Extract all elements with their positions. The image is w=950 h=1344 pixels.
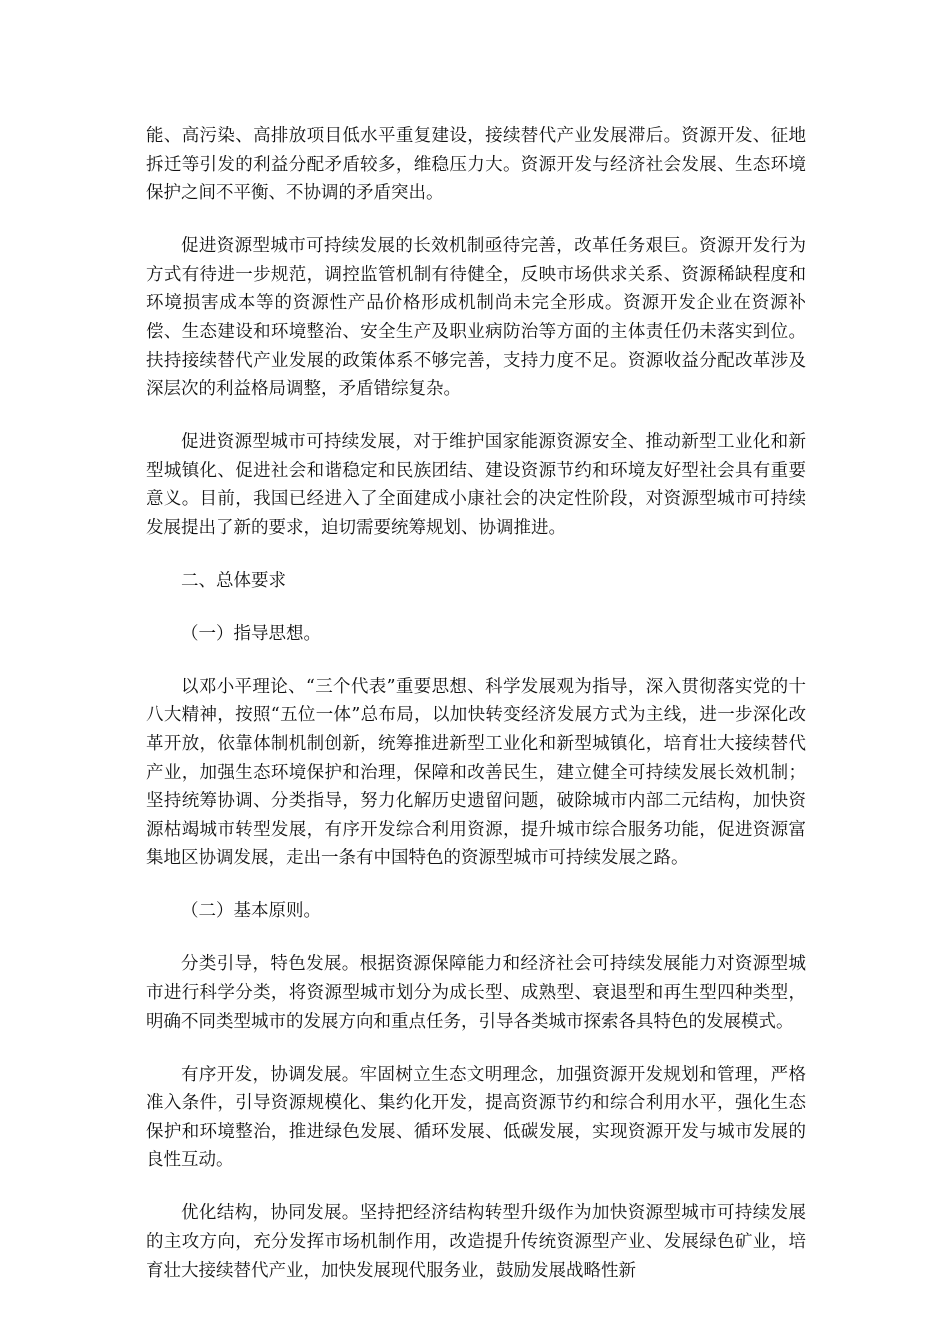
- paragraph-significance: 促进资源型城市可持续发展，对于维护国家能源资源安全、推动新型工业化和新型城镇化、促进社会和谐稳定和民族团结、建设资源节约和环境友好型社会具有重要意义。目前，我国已经进入了全面建成小康社会的决定性阶段，对资源型城市可持续发展提出了新的要求，迫切需要统筹规划、协调推进。: [146, 432, 806, 538]
- paragraph-principle-classified-guidance: 分类引导，特色发展。根据资源保障能力和经济社会可持续发展能力对资源型城市进行科学分类，将资源型城市划分为成长型、成熟型、衰退型和再生型四种类型，明确不同类型城市的发展方向和重点任务，引导各类城市探索各具特色的发展模式。: [146, 954, 806, 1032]
- section-heading-general-requirements: 二、总体要求: [181, 570, 286, 591]
- document-page: [146, 122, 806, 1310]
- paragraph-principle-orderly-development: 有序开发，协调发展。牢固树立生态文明理念，加强资源开发规划和管理，严格准入条件，引导资源规模化、集约化开发，提高资源节约和综合利用水平，强化生态保护和环境整治，推进绿色发展、循环发展、低碳发展，实现资源开发与城市发展的良性互动。: [146, 1064, 806, 1171]
- paragraph-principle-structure-optimization: 优化结构，协同发展。坚持把经济结构转型升级作为加快资源型城市可持续发展的主攻方向，充分发挥市场机制作用，改造提升传统资源型产业、发展绿色矿业，培育壮大接续替代产业，加快发展现代服务业，鼓励发展战略性新: [146, 1203, 806, 1281]
- paragraph-guiding-ideology: 以邓小平理论、“三个代表”重要思想、科学发展观为指导，深入贯彻落实党的十八大精神，按照“五位一体”总布局，以加快转变经济发展方式为主线，进一步深化改革开放，依靠体制机制创新，统筹推进新型工业化和新型城镇化，培育壮大接续替代产业，加强生态环境保护和治理，保障和改善民生，建立健全可持续发展长效机制；坚持统筹协调、分类指导，努力化解历史遗留问题，破除城市内部二元结构，加快资源枯竭城市转型发展，有序开发综合利用资源，提升城市综合服务功能，促进资源富集地区协调发展，走出一条有中国特色的资源型城市可持续发展之路。: [146, 676, 806, 869]
- subsection-heading-basic-principles: （二）基本原则。: [181, 901, 321, 922]
- paragraph-continuation: 能、高污染、高排放项目低水平重复建设，接续替代产业发展滞后。资源开发、征地拆迁等引发的利益分配矛盾较多，维稳压力大。资源开发与经济社会发展、生态环境保护之间不平衡、不协调的矛盾突出。: [146, 126, 806, 204]
- paragraph-long-term-mechanism: 促进资源型城市可持续发展的长效机制亟待完善，改革任务艰巨。资源开发行为方式有待进一步规范，调控监管机制有待健全，反映市场供求关系、资源稀缺程度和环境损害成本等的资源性产品价格形成机制尚未完全形成。资源开发企业在资源补偿、生态建设和环境整治、安全生产及职业病防治等方面的主体责任仍未落实到位。扶持接续替代产业发展的政策体系不够完善，支持力度不足。资源收益分配改革涉及深层次的利益格局调整，矛盾错综复杂。: [146, 236, 806, 400]
- subsection-heading-guiding-ideology: （一）指导思想。: [181, 623, 321, 644]
